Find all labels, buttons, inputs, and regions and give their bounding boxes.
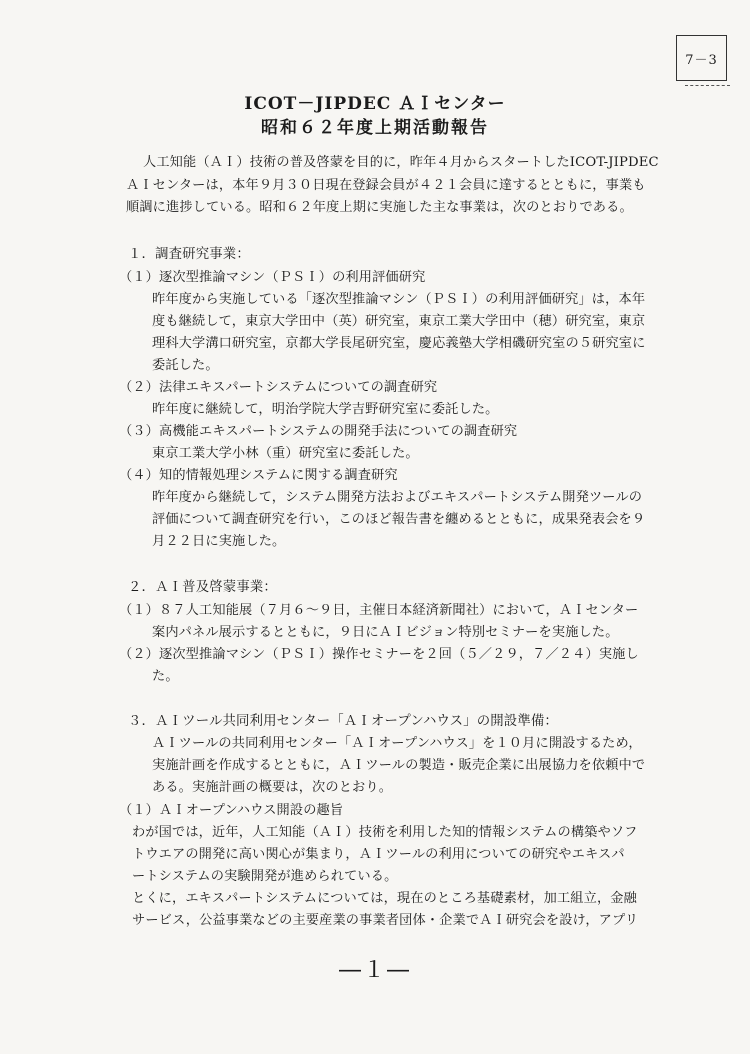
item-2-2: （２）逐次型推論マシン（ＰＳＩ）操作セミナーを２回（５／２９，７／２４）実施し	[119, 647, 639, 662]
item-2-2: た。	[152, 669, 179, 684]
item-3-1-heading: （１）ＡＩオープンハウス開設の趣旨	[119, 803, 344, 818]
document-subtitle: 昭和６２年度上期活動報告	[261, 118, 489, 138]
section-3-body: ＡＩツールの共同利用センター「ＡＩオープンハウス」を１０月に開設するため，	[152, 736, 642, 751]
item-2-1: （１）８７人工知能展（７月６～９日，主催日本経済新聞社）において，ＡＩセンター	[119, 603, 639, 618]
item-1-4-heading: （４）知的情報処理システムに関する調査研究	[119, 468, 398, 483]
page-footer-number: ―１―	[338, 958, 411, 983]
item-1-2-body: 昨年度に継続して，明治学院大学吉野研究室に委託した。	[152, 402, 499, 417]
item-3-1-body: サービス，公益事業などの主要産業の事業者団体・企業でＡＩ研究会を設け，アプリ	[132, 913, 639, 928]
item-1-3-heading: （３）高機能エキスパートシステムの開発手法についての調査研究	[119, 424, 518, 439]
page-number-box: 7－3	[676, 35, 727, 81]
item-3-1-body: とくに，エキスパートシステムについては，現在のところ基礎素材，加工組立，金融	[132, 891, 637, 906]
item-1-2-heading: （２）法律エキスパートシステムについての調査研究	[119, 380, 438, 395]
item-1-1-body: 委託した。	[152, 358, 219, 373]
item-1-1-body: 昨年度から実施している「逐次型推論マシン（ＰＳＩ）の利用評価研究」は，本年	[152, 292, 646, 307]
item-3-1-body: トウエアの開発に高い関心が集まり，ＡＩツールの利用についての研究やエキスパ	[132, 847, 625, 862]
item-3-1-body: ートシステムの実験開発が進められている。	[132, 869, 398, 884]
item-1-3-body: 東京工業大学小林（重）研究室に委託した。	[152, 446, 419, 461]
item-1-4-body: 昨年度から継続して，システム開発方法およびエキスパートシステム開発ツールの	[152, 490, 643, 505]
item-1-1-body: 理科大学溝口研究室，京都大学長尾研究室，慶応義塾大学相磯研究室の５研究室に	[152, 336, 646, 351]
item-1-1-body: 度も継続して，東京大学田中（英）研究室，東京工業大学田中（穂）研究室，東京	[152, 314, 646, 329]
section-3-body: ある。実施計画の概要は，次のとおり。	[152, 780, 393, 795]
document-title: ICOT－JIPDEC ＡＩセンター	[244, 94, 506, 114]
intro-line: 人工知能（ＡＩ）技術の普及啓蒙を目的に，昨年４月からスタートしたICOT-JIPDEC	[143, 155, 659, 170]
item-3-1-body: わが国では，近年，人工知能（ＡＩ）技術を利用した知的情報システムの構築やソフ	[132, 825, 638, 840]
section-3-heading: ３．ＡＩツール共同利用センター「ＡＩオープンハウス」の開設準備：	[128, 714, 558, 729]
section-2-heading: ２．ＡＩ普及啓蒙事業：	[128, 580, 277, 595]
item-1-4-body: 月２２日に実施した。	[152, 534, 286, 549]
item-1-1-heading: （１）逐次型推論マシン（ＰＳＩ）の利用評価研究	[119, 270, 426, 285]
section-1-heading: １．調査研究事業：	[128, 247, 250, 262]
intro-line: ＡＩセンターは，本年９月３０日現在登録会員が４２１会員に達するとともに，事業も	[126, 178, 646, 193]
intro-line: 順調に進捗している。昭和６２年度上期に実施した主な事業は，次のとおりである。	[126, 200, 633, 215]
item-1-4-body: 評価について調査研究を行い，このほど報告書を纏めるとともに，成果発表会を９	[152, 512, 646, 527]
section-3-body: 実施計画を作成するとともに，ＡＩツールの製造・販売企業に出展協力を依頼中で	[152, 758, 646, 773]
item-2-1: 案内パネル展示するとともに，９日にＡＩビジョン特別セミナーを実施した。	[152, 625, 619, 640]
